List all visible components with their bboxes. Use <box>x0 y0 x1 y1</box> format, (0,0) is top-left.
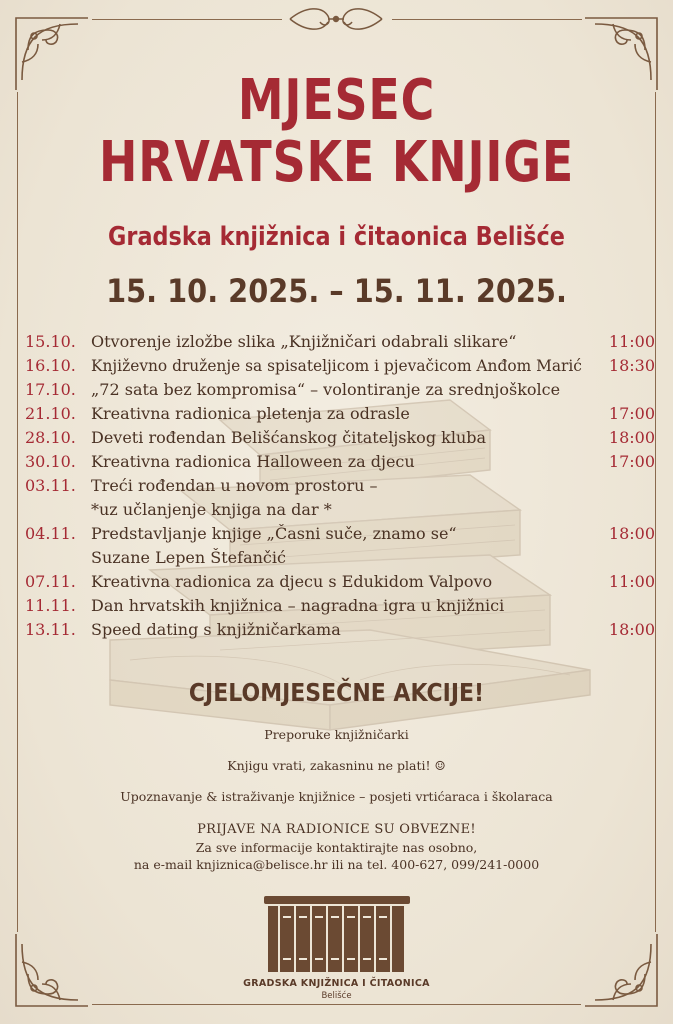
event-date: 28.10. <box>25 428 76 447</box>
library-subtitle: Gradska knjižnica i čitaonica Belišće <box>108 222 565 252</box>
event-title: Dan hrvatskih knjižnica – nagradna igra u knjižnici <box>91 596 505 615</box>
event-date: 21.10. <box>25 404 76 423</box>
frame-right <box>655 92 656 932</box>
frame-top-right <box>392 19 582 20</box>
event-title <box>91 474 603 522</box>
monthly-actions-heading: CJELOMJESEČNE AKCIJE! <box>188 678 485 707</box>
event-row <box>25 402 655 426</box>
event-time: 18:00 <box>608 428 655 447</box>
event-row <box>25 618 655 642</box>
event-date: 17.10. <box>25 380 76 399</box>
event-time: 11:00 <box>608 332 655 351</box>
event-time: 18:00 <box>608 620 655 639</box>
event-title: Deveti rođendan Belišćanskog čitateljskog kluba <box>91 428 487 447</box>
contact-info-line-2: na e-mail knjiznica@belisce.hr ili na tel. 400-627, 099/241-0000 <box>133 857 540 872</box>
title-line-1: MJESEC <box>237 68 436 133</box>
event-date: 03.11. <box>25 476 76 495</box>
event-date: 16.10. <box>25 356 76 375</box>
monthly-action-item: Preporuke knjižničarki <box>264 727 409 742</box>
event-row <box>25 594 655 618</box>
corner-ornament-bottom-left <box>8 930 92 1014</box>
corner-ornament-bottom-right <box>581 930 665 1014</box>
event-time: 18:00 <box>608 524 655 543</box>
event-time <box>603 378 655 402</box>
event-time: 17:00 <box>608 452 655 471</box>
event-time: 11:00 <box>608 572 655 591</box>
event-row <box>25 378 655 402</box>
event-time: 18:30 <box>608 356 655 375</box>
title-line-2: HRVATSKE KNJIGE <box>98 130 575 195</box>
event-row <box>25 450 655 474</box>
event-title-line-1: Predstavljanje knjige „Časni suče, znamo se“ <box>91 524 457 543</box>
event-title-line-2: Suzane Lepen Štefančić <box>91 548 286 567</box>
top-flourish-ornament <box>286 4 386 34</box>
event-date: 13.11. <box>25 620 76 639</box>
event-row <box>25 330 655 354</box>
frame-left <box>17 92 18 932</box>
event-time <box>603 474 655 522</box>
event-title: Književno druženje sa spisateljicom i pjevačicom Anđom Marić <box>91 357 582 375</box>
event-date: 11.11. <box>25 596 76 615</box>
monthly-action-item: Knjigu vrati, zakasninu ne plati! ☺ <box>227 758 446 773</box>
event-row <box>25 354 655 378</box>
event-time: 17:00 <box>608 404 655 423</box>
event-title: Otvorenje izložbe slika „Knjižničari odabrali slikare“ <box>91 332 517 351</box>
event-title-line-2: *uz učlanjenje knjiga na dar * <box>91 500 332 519</box>
event-row <box>25 570 655 594</box>
event-title-line-1: Treći rođendan u novom prostoru – <box>91 476 378 495</box>
event-title: Kreativna radionica za djecu s Edukidom Valpovo <box>91 572 493 591</box>
registration-notice: PRIJAVE NA RADIONICE SU OBVEZNE! <box>197 822 476 837</box>
event-title: Speed dating s knjižničarkama <box>91 620 341 639</box>
event-title: „72 sata bez kompromisa“ – volontiranje za srednjoškolce <box>91 380 561 399</box>
event-date: 30.10. <box>25 452 76 471</box>
event-row <box>25 474 655 522</box>
event-title <box>91 522 603 570</box>
logo-city-name: Belišće <box>321 991 352 1001</box>
event-date: 04.11. <box>25 524 76 543</box>
event-title: Kreativna radionica Halloween za djecu <box>91 452 415 471</box>
date-range: 15. 10. 2025. – 15. 11. 2025. <box>106 272 567 310</box>
event-schedule <box>25 330 655 642</box>
frame-top-left <box>92 19 282 20</box>
event-time <box>603 594 655 618</box>
event-date: 07.11. <box>25 572 76 591</box>
event-title: Kreativna radionica pletenja za odrasle <box>91 404 410 423</box>
monthly-action-item: Upoznavanje & istraživanje knjižnice – posjeti vrtićaraca i školaraca <box>120 789 553 804</box>
frame-bottom <box>92 1004 581 1005</box>
library-logo-books-icon <box>264 896 410 976</box>
event-row <box>25 426 655 450</box>
event-date: 15.10. <box>25 332 76 351</box>
contact-info-line-1: Za sve informacije kontaktirajte nas osobno, <box>195 840 478 855</box>
event-row <box>25 522 655 570</box>
logo-library-name: GRADSKA KNJIŽNICA I ČITAONICA <box>243 978 430 989</box>
